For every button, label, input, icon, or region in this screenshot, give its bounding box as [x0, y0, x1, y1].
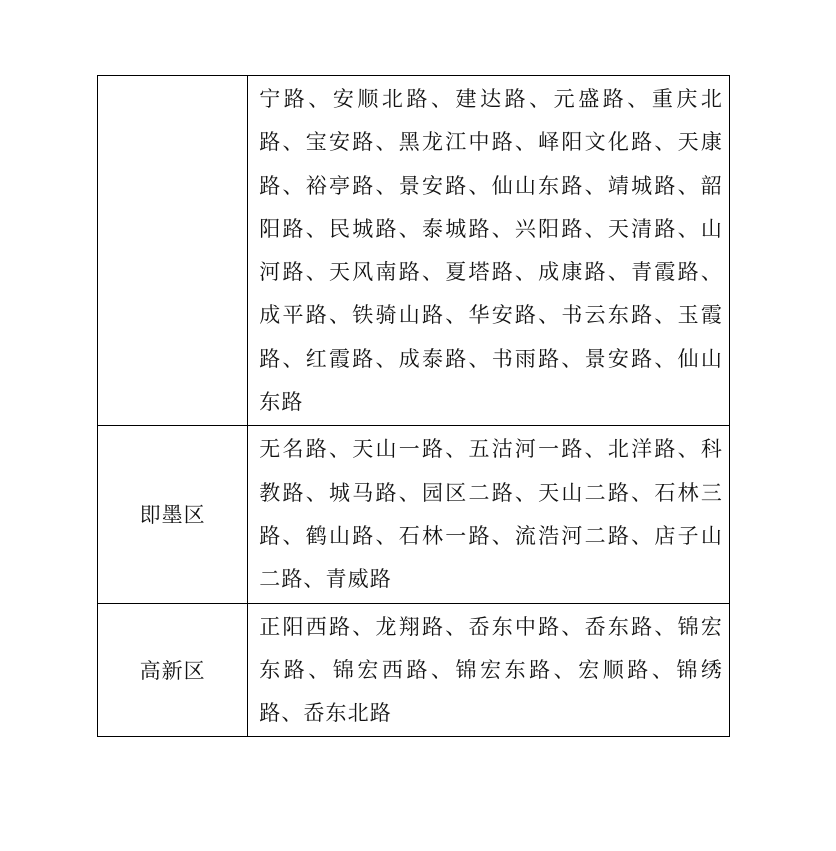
roads-text: 无名路、天山一路、五沽河一路、北洋路、科教路、城马路、园区二路、天山二路、石林三路、鹤山路、石林一路、流浩河二路、店子山二路、青威路	[259, 437, 723, 592]
table-row	[98, 76, 730, 426]
roads-cell	[248, 76, 730, 426]
roads-text: 宁路、安顺北路、建达路、元盛路、重庆北路、宝安路、黑龙江中路、峄阳文化路、天康路、裕亭路、景安路、仙山东路、靖城路、韶阳路、民城路、泰城路、兴阳路、天清路、山河路、天风南路、夏塔路、成康路、青霞路、成平路、铁骑山路、华安路、书云东路、玉霞路、红霞路、成泰路、书雨路、景安路、仙山东路	[259, 87, 723, 415]
district-cell: 高新区	[98, 603, 248, 737]
roads-cell	[248, 603, 730, 737]
roads-text: 正阳西路、龙翔路、岙东中路、岙东路、锦宏东路、锦宏西路、锦宏东路、宏顺路、锦绣路、岙东北路	[259, 614, 723, 726]
table-row	[98, 426, 730, 603]
road-list-table	[97, 75, 730, 737]
district-cell	[98, 76, 248, 426]
roads-cell	[248, 426, 730, 603]
district-cell: 即墨区	[98, 426, 248, 603]
table-row	[98, 603, 730, 737]
